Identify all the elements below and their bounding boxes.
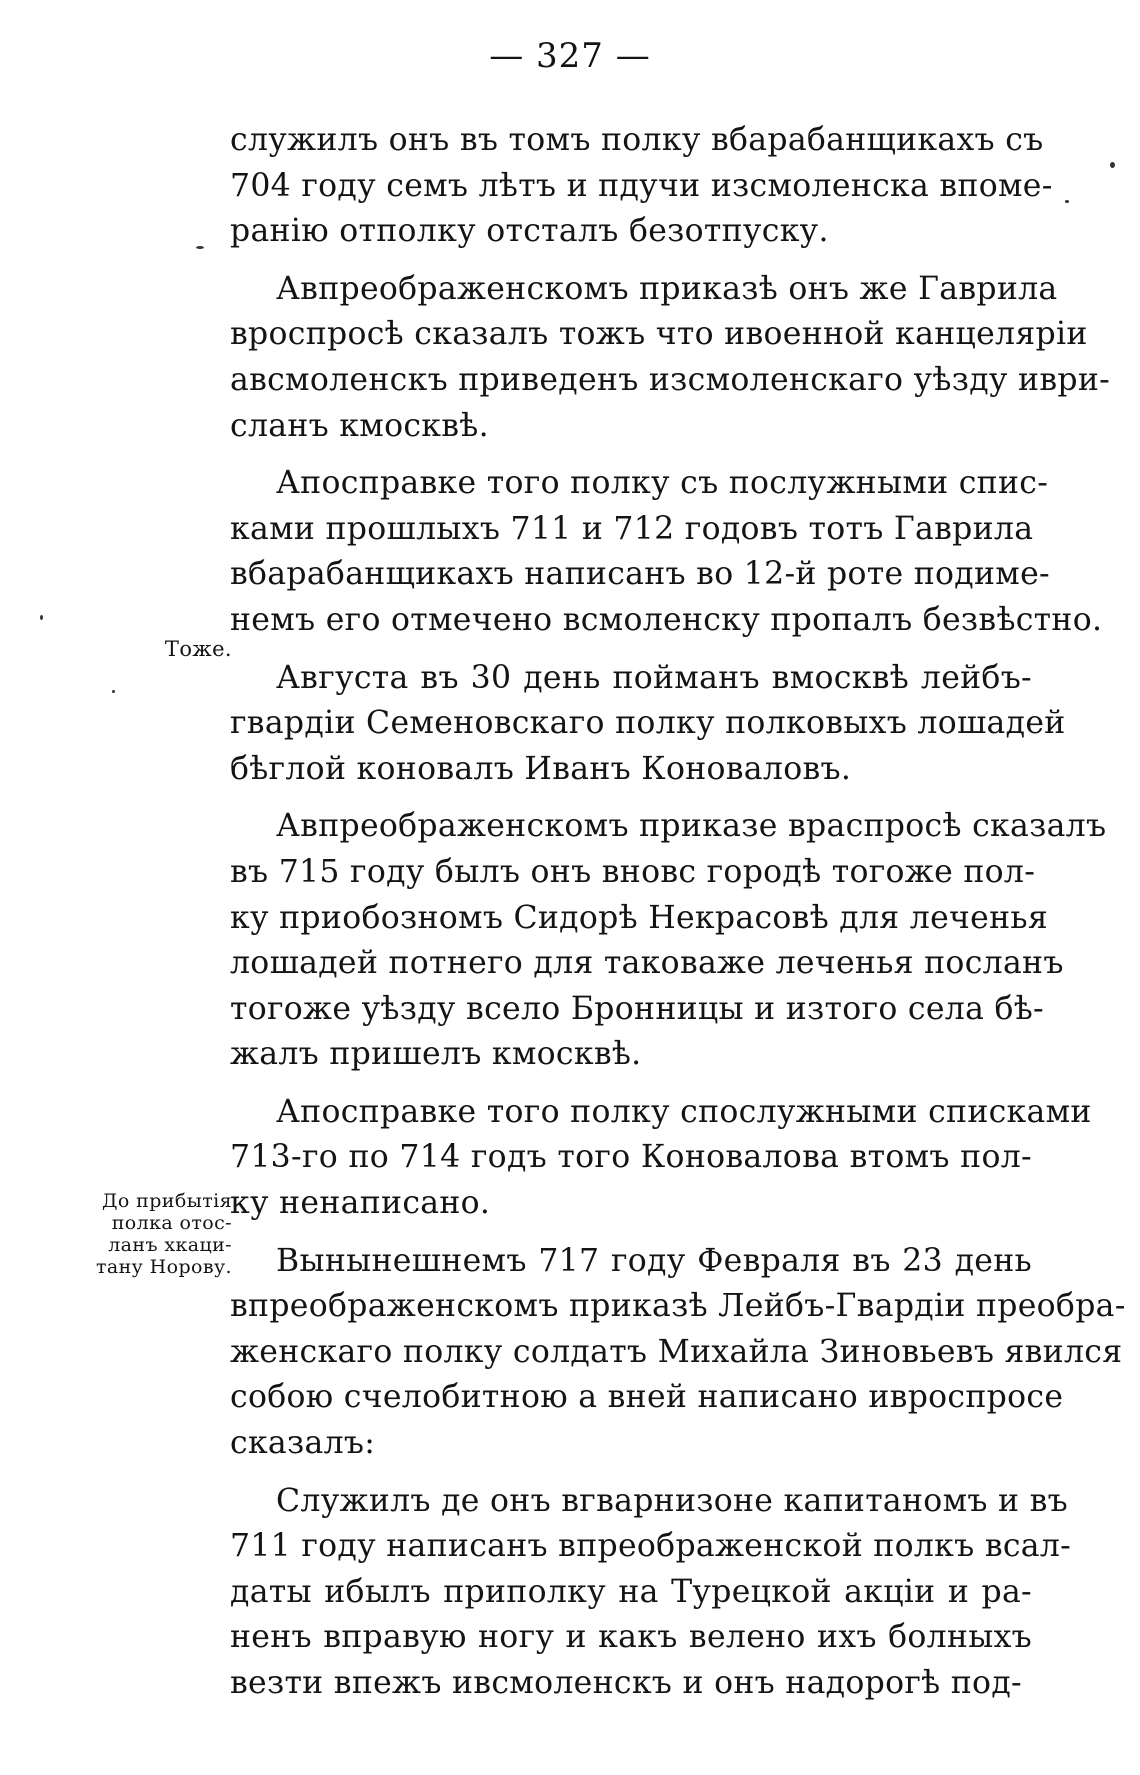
scan-speck — [1110, 162, 1115, 168]
paragraph — [230, 1239, 1126, 1467]
page-number: — 327 — — [489, 36, 651, 76]
text-line: ранію отполку отсталъ безотпуску. — [230, 213, 829, 250]
margin-note-line: полка отос- — [111, 1212, 232, 1234]
text-line: женскаго полку солдатъ Михайла Зиновьевъ явился — [230, 1333, 1123, 1370]
main-text-column — [230, 118, 1126, 1719]
text-line: немъ его отмечено всмоленску пропалъ безвѣстно. — [230, 601, 1103, 638]
text-line: бѣглой коновалъ Иванъ Коноваловъ. — [230, 750, 852, 787]
paragraph — [230, 804, 1107, 1078]
text-line: вбарабанщикахъ написанъ во 12-й роте подиме- — [230, 556, 1050, 593]
text-line: въ 715 году былъ онъ вновс городѣ тогоже пол- — [230, 853, 1036, 890]
text-line: Авпреображенскомъ приказѣ онъ же Гаврила — [276, 270, 1058, 307]
text-line: сказалъ: — [230, 1425, 376, 1462]
paragraph — [230, 267, 1111, 449]
text-line: сланъ кмосквѣ. — [230, 407, 489, 444]
text-line: собою счелобитною а вней написано ивроспросе — [230, 1379, 1064, 1416]
margin-note-line: тану Норову. — [95, 1256, 232, 1278]
text-line: Служилъ де онъ вгварнизоне капитаномъ и въ — [276, 1482, 1069, 1519]
text-line: жалъ пришелъ кмосквѣ. — [230, 1036, 642, 1073]
scan-speck — [196, 246, 204, 249]
text-line: ку приобозномъ Сидорѣ Некрасовѣ для леченья — [230, 899, 1049, 936]
text-line: Августа въ 30 день пойманъ вмосквѣ лейбъ- — [276, 659, 1032, 696]
margin-note-line: ланъ хкаци- — [108, 1234, 232, 1256]
text-line: ненъ вправую ногу и какъ велено ихъ болныхъ — [230, 1619, 1032, 1656]
text-line: Авпреображенскомъ приказе враспросѣ сказалъ — [276, 808, 1107, 845]
margin-note-arrival — [56, 1190, 232, 1278]
paragraph — [230, 118, 1053, 255]
scan-speck — [112, 690, 115, 693]
paragraph — [230, 656, 1066, 793]
text-line: авсмоленскъ приведенъ изсмоленскаго уѣзду иври- — [230, 361, 1111, 398]
margin-note-line: До прибытія — [102, 1190, 232, 1212]
text-line: даты ибылъ приполку на Турецкой акціи и ра- — [230, 1573, 1032, 1610]
margin-note-same: Тоже. — [164, 637, 232, 661]
paragraph — [230, 461, 1103, 643]
text-line: гвардіи Семеновскаго полку полковыхъ лошадей — [230, 705, 1066, 742]
text-line: 713-го по 714 годъ того Коновалова втомъ пол- — [230, 1139, 1032, 1176]
text-line: 711 году написанъ впреображенской полкъ всал- — [230, 1528, 1072, 1565]
text-line: служилъ онъ въ томъ полку вбарабанщикахъ съ — [230, 122, 1044, 158]
scan-speck — [40, 615, 43, 620]
text-line: 704 году семъ лѣтъ и пдучи изсмоленска впоме- — [230, 167, 1053, 204]
paragraph — [230, 1479, 1072, 1707]
text-line: Апосправке того полку съ послужными спис- — [276, 465, 1049, 502]
text-line: вроспросѣ сказалъ тожъ что ивоенной канцеляріи — [230, 316, 1088, 353]
text-line: лошадей потнего для таковаже леченья посланъ — [230, 945, 1064, 982]
text-line: впреображенскомъ приказѣ Лейбъ-Гвардіи преобра- — [230, 1288, 1126, 1325]
scan-speck — [1065, 200, 1069, 203]
text-line: ку ненаписано. — [230, 1185, 491, 1222]
paragraph — [230, 1090, 1092, 1227]
text-line: Апосправке того полку спослужными списками — [276, 1093, 1092, 1130]
text-line: Вынынешнемъ 717 году Февраля въ 23 день — [276, 1242, 1032, 1279]
text-line: ками прошлыхъ 711 и 712 годовъ тотъ Гаврила — [230, 510, 1034, 547]
text-line: везти впежъ ивсмоленскъ и онъ надорогѣ под- — [230, 1665, 1022, 1701]
text-line: тогоже уѣзду всело Бронницы и изтого села бѣ- — [230, 990, 1044, 1027]
